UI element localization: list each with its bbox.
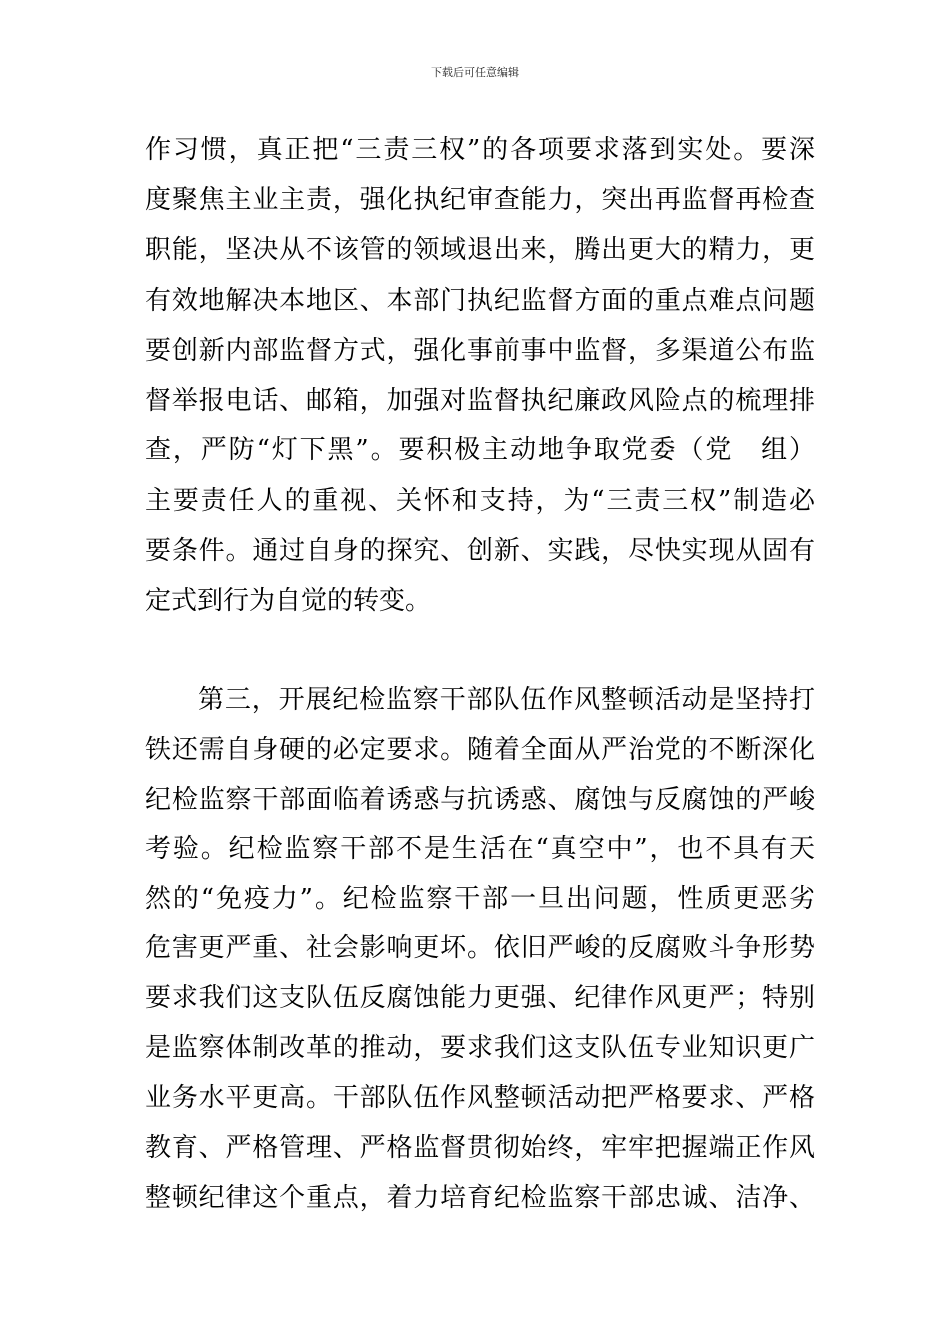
paragraph-1-line-2: 度聚焦主业主责，强化执纪审查能力，突出再监督再检查 xyxy=(145,185,815,215)
paragraph-2-line-8: 是监察体制改革的推动，要求我们这支队伍专业知识更广 xyxy=(145,1033,815,1063)
paragraph-2-line-4: 考验。纪检监察干部不是生活在“真空中”，也不具有天 xyxy=(145,834,815,864)
paragraph-1-line-7: 查，严防“灯下黑”。要积极主动地争取党委（党 组） xyxy=(145,435,815,465)
paragraph-2-line-2: 铁还需自身硬的必定要求。随着全面从严治党的不断深化 xyxy=(145,735,815,765)
paragraph-2-line-7: 要求我们这支队伍反腐蚀能力更强、纪律作风更严；特别 xyxy=(145,983,815,1013)
paragraph-1-line-5: 要创新内部监督方式，强化事前事中监督，多渠道公布监 xyxy=(145,336,815,366)
paragraph-2-line-3: 纪检监察干部面临着诱惑与抗诱惑、腐蚀与反腐蚀的严峻 xyxy=(145,785,815,815)
paragraph-2-line-1: 第三，开展纪检监察干部队伍作风整顿活动是坚持打 xyxy=(198,685,815,715)
paragraph-2-line-5: 然的“免疫力”。纪检监察干部一旦出问题，性质更恶劣 xyxy=(145,884,815,914)
paragraph-2-line-9: 业务水平更高。干部队伍作风整顿活动把严格要求、严格 xyxy=(145,1083,815,1113)
paragraph-1-line-8: 主要责任人的重视、关怀和支持，为“三责三权”制造必 xyxy=(145,486,815,516)
paragraph-2-line-11: 整顿纪律这个重点，着力培育纪检监察干部忠诚、洁净、 xyxy=(145,1183,815,1213)
paragraph-1-line-4: 有效地解决本地区、本部门执纪监督方面的重点难点问题 xyxy=(145,286,815,316)
paragraph-1-line-6: 督举报电话、邮箱，加强对监督执纪廉政风险点的梳理排 xyxy=(145,386,815,416)
page-header: 下载后可任意编辑 xyxy=(431,66,519,79)
paragraph-1-line-1: 作习惯，真正把“三责三权”的各项要求落到实处。要深 xyxy=(145,135,815,165)
paragraph-1-line-3: 职能，坚决从不该管的领域退出来，腾出更大的精力，更 xyxy=(145,235,815,265)
paragraph-1-line-10: 定式到行为自觉的转变。 xyxy=(145,586,432,616)
paragraph-1-line-9: 要条件。通过自身的探究、创新、实践，尽快实现从固有 xyxy=(145,536,815,566)
paragraph-2-line-10: 教育、严格管理、严格监督贯彻始终，牢牢把握端正作风 xyxy=(145,1133,815,1163)
paragraph-2-line-6: 危害更严重、社会影响更坏。依旧严峻的反腐败斗争形势 xyxy=(145,933,815,963)
